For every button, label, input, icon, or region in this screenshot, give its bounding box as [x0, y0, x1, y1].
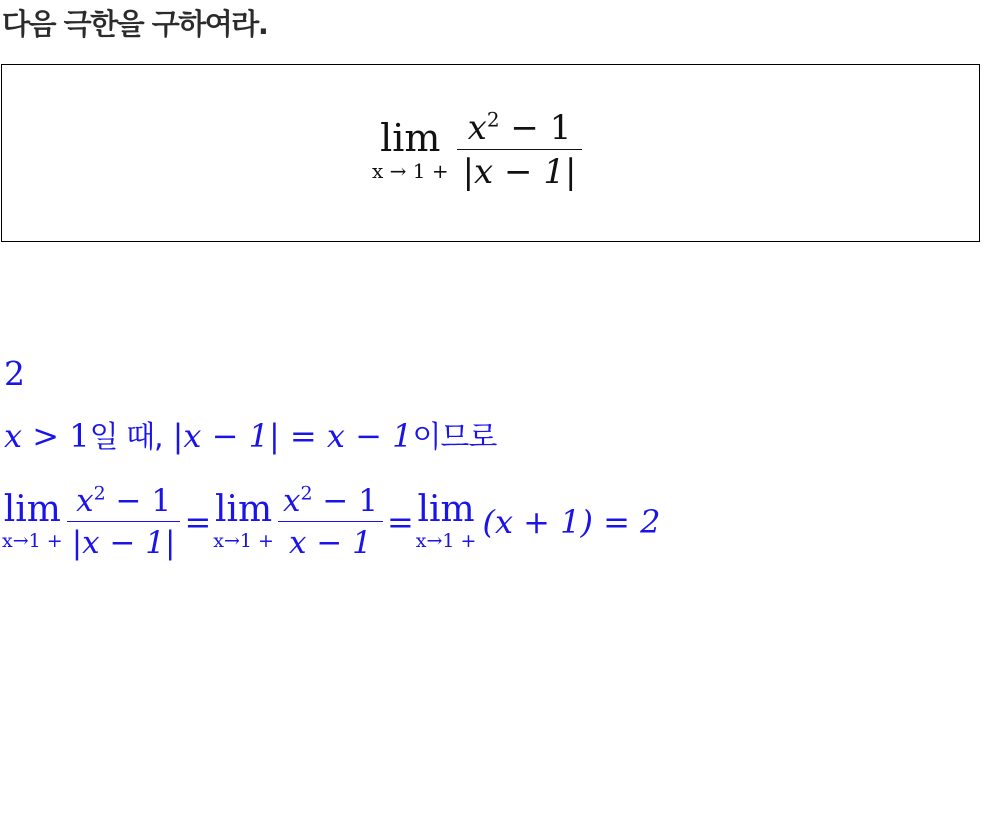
fraction-bar: [457, 149, 583, 150]
absolute-value-identity: |x − 1| = x − 1: [172, 417, 413, 455]
equals-sign-2: =: [386, 503, 414, 541]
question-title: 다음 극한을 구하여라.: [2, 7, 268, 41]
reason-text-therefore: 이므로: [412, 420, 497, 455]
equals-sign-1: =: [184, 503, 212, 541]
condition-inequality: > 1: [22, 417, 90, 455]
limit-operator-1: lim x→1 +: [2, 489, 63, 552]
fraction-numerator: $x^2 - 1$: [467, 107, 572, 148]
step-fraction-2: $\frac{x^2 - 1}{x - 1}$: [278, 482, 383, 562]
step-fraction-1: $\frac{x^2 - 1}{|x - 1|}$: [67, 482, 181, 562]
limit-operator-3: lim x→1 +: [415, 489, 477, 552]
fraction-denominator: |x − 1|: [462, 152, 577, 192]
answer-value: 2: [4, 354, 25, 393]
limit-operator-2: lim x→1 +: [213, 489, 274, 552]
limit-operator: [372, 118, 449, 182]
condition-variable: x: [4, 417, 23, 455]
lim-word: lim: [380, 116, 441, 160]
solution-reason: [4, 414, 496, 460]
reason-text-when: 일 때,: [89, 420, 163, 455]
solution-steps: [2, 482, 661, 562]
problem-fraction: [457, 108, 583, 192]
simplified-expression: (x + 1) = 2: [482, 503, 661, 541]
problem-expression: [372, 108, 582, 192]
lim-subscript: x → 1 +: [372, 159, 449, 183]
